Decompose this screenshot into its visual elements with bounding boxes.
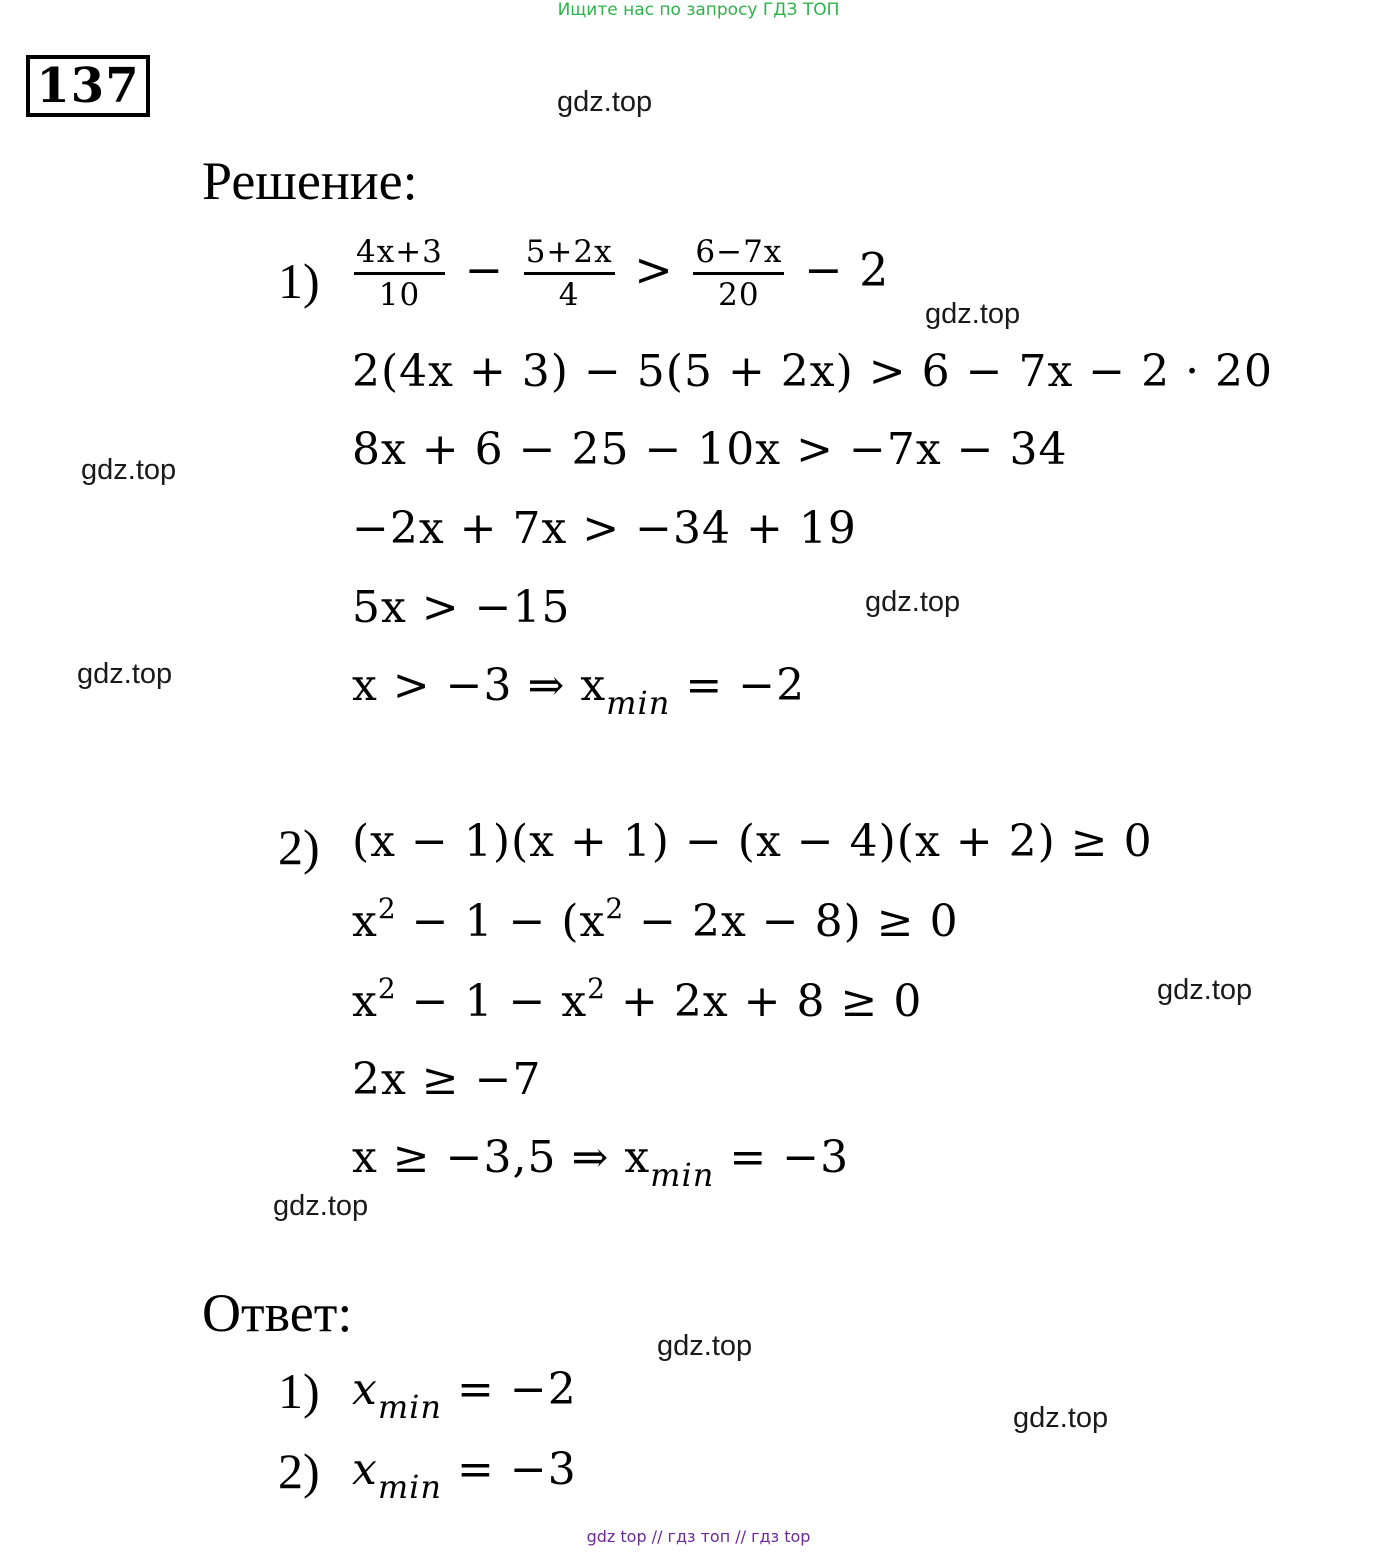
denominator: 20 <box>718 277 760 313</box>
math-line: (x − 1)(x + 1) − (x − 4)(x + 2) ≥ 0 <box>352 816 1153 867</box>
solution-heading: Решение: <box>202 151 418 211</box>
denominator: 4 <box>558 277 580 313</box>
watermark: gdz.top <box>273 1190 369 1222</box>
math-line: 2x ≥ −7 <box>352 1054 542 1105</box>
term: + 2x + 8 ≥ 0 <box>621 976 923 1027</box>
answer-value: = −3 <box>457 1444 577 1495</box>
result-right: = −3 <box>729 1132 850 1183</box>
part1-inequality <box>350 234 889 313</box>
math-line: 2(4x + 3) − 5(5 + 2x) > 6 − 7x − 2 · 20 <box>352 346 1274 397</box>
math-line <box>352 972 923 1027</box>
fraction <box>524 234 615 313</box>
footer-links[interactable]: gdz top // гдз топ // гдз top <box>586 1527 811 1546</box>
result-line <box>352 660 806 722</box>
math-line <box>352 892 959 947</box>
part2-label: 2) <box>278 819 320 875</box>
subscript: min <box>606 684 671 722</box>
greater-sign: > <box>634 242 674 297</box>
fraction <box>693 234 784 313</box>
answer-heading: Ответ: <box>202 1283 353 1343</box>
minus-sign: − <box>464 242 505 297</box>
term: − 2x − 8) ≥ 0 <box>639 896 959 947</box>
watermark: gdz.top <box>77 658 173 690</box>
math-line: 8x + 6 − 25 − 10x > −7x − 34 <box>352 424 1068 475</box>
math-line: −2x + 7x > −34 + 19 <box>352 503 857 554</box>
part1-label: 1) <box>278 253 320 309</box>
subscript: min <box>377 1468 443 1506</box>
superscript: 2 <box>377 972 397 1005</box>
variable: x <box>352 1444 378 1495</box>
answer-label: 1) <box>278 1363 320 1419</box>
numerator: 4x+3 <box>354 234 445 275</box>
watermark: gdz.top <box>925 298 1021 330</box>
math-line: 5x > −15 <box>352 582 571 633</box>
watermark: gdz.top <box>1013 1402 1109 1434</box>
watermark: gdz.top <box>557 86 653 118</box>
top-banner[interactable]: Ищите нас по запросу ГДЗ ТОП <box>557 0 840 20</box>
answer-line <box>352 1364 577 1426</box>
superscript: 2 <box>605 892 625 925</box>
watermark: gdz.top <box>865 586 961 618</box>
term: − 1 − x <box>411 976 588 1027</box>
watermark: gdz.top <box>657 1330 753 1362</box>
answer-value: = −2 <box>457 1364 577 1415</box>
numerator: 6−7x <box>693 234 784 275</box>
result-left: x > −3 ⇒ x <box>352 660 607 711</box>
subscript: min <box>377 1388 443 1426</box>
watermark: gdz.top <box>81 454 177 486</box>
denominator: 10 <box>378 277 421 313</box>
subscript: min <box>650 1156 715 1194</box>
variable: x <box>352 1364 378 1415</box>
fraction <box>354 234 445 313</box>
superscript: 2 <box>587 972 606 1005</box>
answer-label: 2) <box>278 1443 320 1499</box>
task-number: 137 <box>26 55 150 117</box>
term: x <box>352 896 378 947</box>
term: x <box>352 976 378 1027</box>
result-line <box>352 1132 850 1194</box>
tail-term: − 2 <box>803 242 890 297</box>
superscript: 2 <box>377 892 397 925</box>
result-left: x ≥ −3,5 ⇒ x <box>352 1132 651 1183</box>
answer-line <box>352 1444 577 1506</box>
numerator: 5+2x <box>524 234 615 275</box>
result-right: = −2 <box>685 660 806 711</box>
watermark: gdz.top <box>1157 974 1253 1006</box>
term: − 1 − (x <box>411 896 606 947</box>
